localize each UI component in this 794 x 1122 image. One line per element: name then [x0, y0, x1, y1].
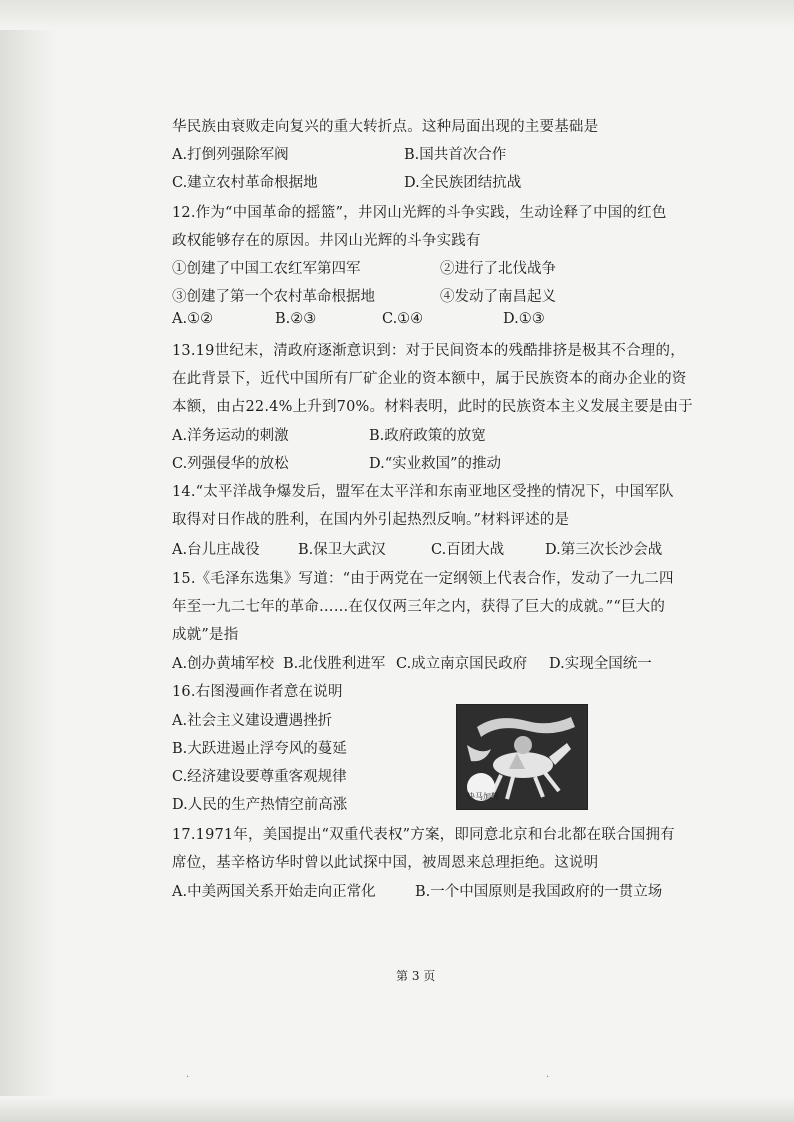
q17-stem-line1: 17.1971年，美国提出“双重代表权”方案，即同意北京和台北都在联合国拥有 — [172, 827, 675, 843]
q12-option-b: B.②③ — [275, 311, 317, 327]
q12-statement-3: ③创建了第一个农村革命根据地 — [172, 289, 375, 305]
q15-option-d: D.实现全国统一 — [549, 656, 652, 672]
scan-speck: · — [186, 1072, 190, 1083]
q15-stem-line3: 成就”是指 — [172, 627, 239, 643]
scan-shadow-left — [0, 0, 58, 1122]
q17-stem-line2: 席位，基辛格访华时曾以此试探中国，被周恩来总理拒绝。这说明 — [172, 855, 599, 871]
q14-stem-line1: 14.“太平洋战争爆发后，盟军在太平洋和东南亚地区受挫的情况下，中国军队 — [172, 484, 674, 500]
q14-option-b: B.保卫大武汉 — [298, 542, 386, 558]
q16-option-a: A.社会主义建设遭遇挫折 — [172, 713, 333, 729]
q13-option-a: A.洋务运动的刺激 — [172, 428, 289, 444]
page-number: 第 3 页 — [396, 969, 436, 983]
q15-stem-line2: 年至一九二七年的革命……在仅仅两三年之内，获得了巨大的成就。”“巨大的 — [172, 599, 666, 615]
q16-option-d: D.人民的生产热情空前高涨 — [172, 797, 348, 813]
q16-cartoon-image — [456, 704, 588, 810]
q16-stem: 16.右图漫画作者意在说明 — [172, 684, 343, 700]
q12-statement-1: ①创建了中国工农红军第四军 — [172, 261, 361, 277]
q12-option-a: A.①② — [172, 311, 214, 327]
q15-stem-line1: 15.《毛泽东选集》写道：“由于两党在一定纲领上代表合作，发动了一九二四 — [172, 571, 674, 587]
q13-stem-line1: 13.19世纪末，清政府逐渐意识到：对于民间资本的残酷排挤是极其不合理的， — [172, 343, 685, 359]
q15-option-a: A.创办黄埔军校 — [172, 656, 275, 672]
q12-stem-line2: 政权能够存在的原因。井冈山光辉的斗争实践有 — [172, 233, 481, 249]
q12-option-d: D.①③ — [503, 311, 545, 327]
scan-shadow-top — [0, 0, 794, 30]
q14-stem-line2: 取得对日作战的胜利，在国内外引起热烈反响。”材料评述的是 — [172, 512, 570, 528]
scan-shadow-bottom — [0, 1096, 794, 1122]
q15-option-c: C.成立南京国民政府 — [396, 656, 528, 672]
q16-option-c: C.经济建设要尊重客观规律 — [172, 769, 347, 785]
q12-option-c: C.①④ — [382, 311, 424, 327]
q11-option-a: A.打倒列强除军阀 — [172, 147, 289, 163]
q17-option-a: A.中美两国关系开始走向正常化 — [172, 884, 376, 900]
q11-option-c: C.建立农村革命根据地 — [172, 175, 318, 191]
q14-option-d: D.第三次长沙会战 — [545, 542, 663, 558]
q13-option-b: B.政府政策的放宽 — [369, 428, 486, 444]
q14-option-c: C.百团大战 — [431, 542, 505, 558]
q13-option-d: D.“实业救国”的推动 — [369, 456, 502, 472]
scan-speck: · — [546, 1072, 550, 1083]
q12-stem-line1: 12.作为“中国革命的摇篮”，井冈山光辉的斗争实践，生动诠释了中国的红色 — [172, 205, 667, 221]
q11-stem: 华民族由衰败走向复兴的重大转折点。这种局面出现的主要基础是 — [172, 119, 599, 135]
cartoon-caption: 快马加鞭 — [467, 792, 499, 801]
q17-option-b: B.一个中国原则是我国政府的一贯立场 — [415, 884, 663, 900]
q13-option-c: C.列强侵华的放松 — [172, 456, 289, 472]
q11-option-d: D.全民族团结抗战 — [404, 175, 522, 191]
q14-option-a: A.台儿庄战役 — [172, 542, 260, 558]
q12-statement-2: ②进行了北伐战争 — [440, 261, 556, 277]
q11-option-b: B.国共首次合作 — [404, 147, 507, 163]
q12-statement-4: ④发动了南昌起义 — [440, 289, 556, 305]
q15-option-b: B.北伐胜利进军 — [283, 656, 386, 672]
q13-stem-line2: 在此背景下，近代中国所有厂矿企业的资本额中，属于民族资本的商办企业的资 — [172, 371, 687, 387]
q13-stem-line3: 本额，由占22.4%上升到70%。材料表明，此时的民族资本主义发展主要是由于 — [172, 399, 693, 415]
q16-option-b: B.大跃进遏止浮夸风的蔓延 — [172, 741, 347, 757]
